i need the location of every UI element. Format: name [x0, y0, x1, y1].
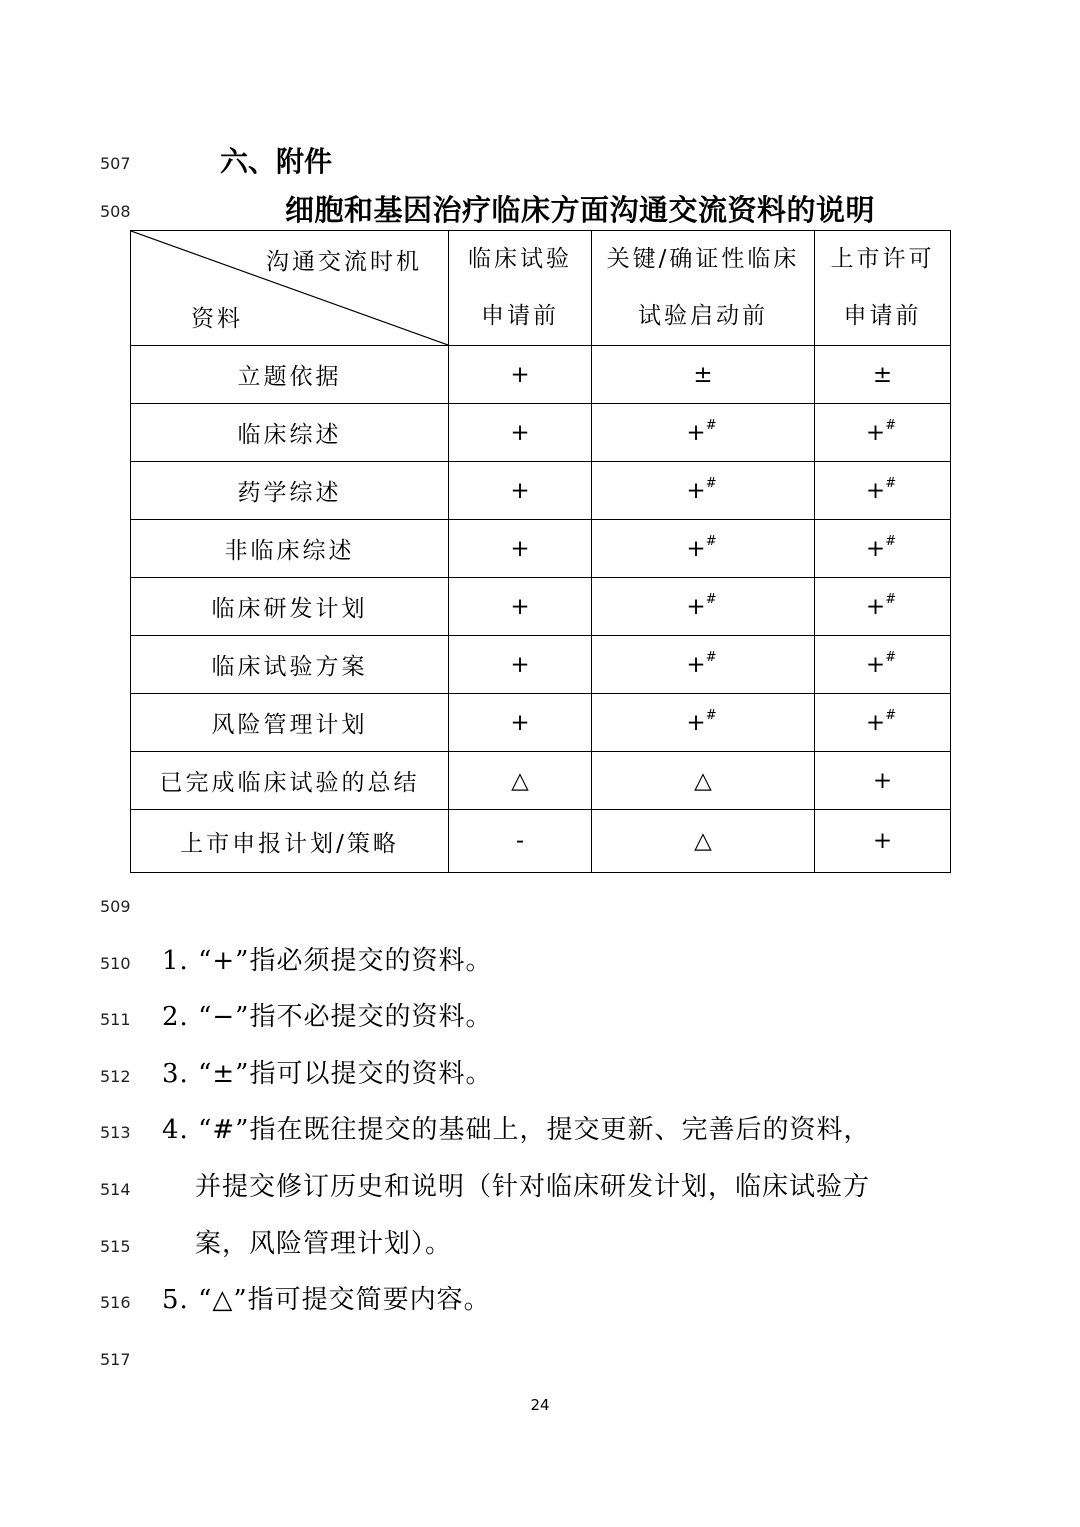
column-header [449, 231, 592, 346]
row-label: 临床综述 [131, 404, 449, 462]
cell-symbol: + [686, 419, 706, 446]
cell-superscript: # [705, 475, 720, 491]
table-cell [815, 752, 951, 810]
cell-symbol: + [872, 828, 893, 854]
table-body [131, 346, 951, 873]
column-header-line2: 申请前 [481, 303, 559, 329]
note-item: 5. “△”指可提交简要内容。 [162, 1285, 491, 1315]
table-row [131, 520, 951, 578]
cell-symbol: + [872, 767, 893, 794]
line-number: 515 [100, 1237, 131, 1256]
line-number: 507 [100, 154, 131, 173]
row-label: 临床试验方案 [131, 636, 449, 694]
table-cell [449, 462, 592, 520]
cell-symbol: + [686, 535, 706, 562]
cell-symbol: + [686, 651, 706, 678]
cell-symbol: + [865, 709, 886, 736]
cell-symbol: - [515, 828, 525, 854]
cell-superscript: # [705, 591, 720, 607]
cell-symbol: △ [694, 828, 712, 854]
row-label: 已完成临床试验的总结 [131, 752, 449, 810]
cell-symbol: △ [694, 767, 712, 794]
cell-superscript: # [885, 533, 900, 549]
row-label: 非临床综述 [131, 520, 449, 578]
table-cell [592, 752, 815, 810]
line-number: 513 [100, 1123, 131, 1142]
corner-top-label: 沟通交流时机 [266, 249, 422, 275]
column-header [815, 231, 951, 346]
cell-symbol: + [510, 477, 530, 504]
table-cell [815, 636, 951, 694]
note-item: 3. “±”指可以提交的资料。 [162, 1059, 493, 1089]
table-row [131, 636, 951, 694]
table-cell [592, 520, 815, 578]
table-cell [815, 578, 951, 636]
table-cell [592, 404, 815, 462]
table-cell [592, 810, 815, 873]
cell-superscript: # [885, 649, 900, 665]
column-header-line2: 试验启动前 [638, 303, 768, 329]
cell-symbol: + [865, 477, 886, 504]
line-number: 508 [100, 202, 131, 221]
note-item-continued: 案，风险管理计划）。 [195, 1229, 453, 1259]
cell-symbol: + [686, 593, 706, 620]
cell-symbol: + [510, 593, 530, 620]
table-cell [815, 520, 951, 578]
cell-superscript: # [885, 707, 900, 723]
table-cell [449, 578, 592, 636]
table-cell [592, 636, 815, 694]
table-cell [592, 578, 815, 636]
table-cell [449, 636, 592, 694]
table-row [131, 694, 951, 752]
line-number: 512 [100, 1067, 131, 1086]
column-header-line1: 上市许可 [830, 246, 935, 272]
table-cell [815, 462, 951, 520]
cell-symbol: + [510, 651, 530, 678]
cell-symbol: ± [872, 361, 893, 388]
column-header-line1: 关键/确证性临床 [606, 246, 800, 272]
row-label: 立题依据 [131, 346, 449, 404]
line-number: 510 [100, 954, 131, 973]
cell-superscript: # [705, 707, 720, 723]
materials-table [130, 230, 951, 873]
table-cell [449, 810, 592, 873]
corner-bottom-label: 资料 [191, 306, 243, 332]
cell-symbol: + [510, 535, 530, 562]
cell-symbol: + [510, 419, 530, 446]
cell-superscript: # [705, 533, 720, 549]
table-cell [815, 346, 951, 404]
line-number: 514 [100, 1180, 131, 1199]
cell-superscript: # [705, 417, 720, 433]
cell-symbol: + [686, 477, 706, 504]
table-cell [815, 404, 951, 462]
line-number: 511 [100, 1010, 131, 1029]
table-cell [592, 462, 815, 520]
cell-superscript: # [885, 475, 900, 491]
table-cell [449, 404, 592, 462]
table-title [0, 188, 1080, 229]
note-item: 4. “#”指在既往提交的基础上，提交更新、完善后的资料， [162, 1115, 871, 1145]
cell-superscript: # [885, 591, 900, 607]
table-cell [592, 346, 815, 404]
column-header-line2: 申请前 [843, 303, 922, 329]
table-row [131, 810, 951, 873]
row-label: 风险管理计划 [131, 694, 449, 752]
column-header [592, 231, 815, 346]
section-heading: 六、附件 [220, 145, 333, 178]
row-label: 上市申报计划/策略 [131, 810, 449, 873]
table-cell [449, 346, 592, 404]
note-item-continued: 并提交修订历史和说明（针对临床研发计划，临床试验方 [195, 1172, 871, 1202]
note-item: 2. “−”指不必提交的资料。 [162, 1002, 493, 1032]
line-number: 509 [100, 897, 131, 916]
cell-symbol: + [865, 651, 886, 678]
cell-symbol: △ [511, 767, 529, 794]
cell-symbol: + [686, 709, 706, 736]
cell-symbol: ± [693, 361, 713, 388]
row-label: 临床研发计划 [131, 578, 449, 636]
table-header-row [131, 231, 951, 346]
table-cell [449, 694, 592, 752]
cell-symbol: + [865, 419, 886, 446]
table-row [131, 578, 951, 636]
cell-symbol: + [510, 361, 530, 388]
corner-header-cell [131, 231, 449, 346]
line-number: 517 [100, 1350, 131, 1369]
row-label: 药学综述 [131, 462, 449, 520]
cell-superscript: # [705, 649, 720, 665]
note-item: 1. “+”指必须提交的资料。 [162, 946, 493, 976]
table-cell [592, 694, 815, 752]
cell-symbol: + [865, 593, 886, 620]
table-cell [449, 520, 592, 578]
table-cell [449, 752, 592, 810]
cell-symbol: + [865, 535, 886, 562]
line-number: 516 [100, 1293, 131, 1312]
column-header-line1: 临床试验 [468, 246, 572, 272]
page-number: 24 [530, 1396, 550, 1414]
table-title-text: 细胞和基因治疗临床方面沟通交流资料的说明 [284, 193, 875, 227]
table-row [131, 404, 951, 462]
table-row [131, 346, 951, 404]
cell-superscript: # [885, 417, 900, 433]
cell-symbol: + [510, 709, 530, 736]
table-cell [815, 810, 951, 873]
table-cell [815, 694, 951, 752]
table-row [131, 752, 951, 810]
table-row [131, 462, 951, 520]
